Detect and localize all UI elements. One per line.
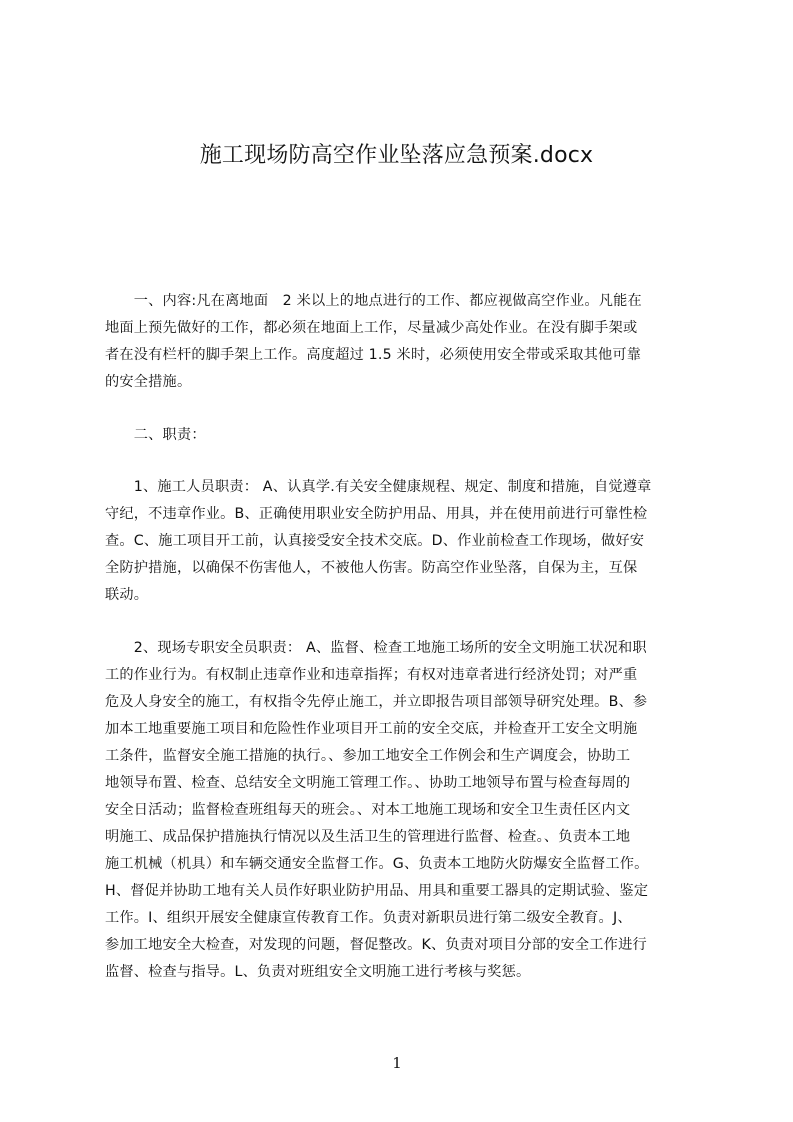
page-number: 1: [392, 1054, 402, 1072]
paragraph-line: 参加工地安全大检查，对发现的问题，督促整改。K、负责对项目分部的安全工作进行: [105, 937, 647, 953]
paragraph-line: H、督促并协助工地有关人员作好职业防护用品、用具和重要工器具的定期试验、鉴定: [105, 883, 649, 899]
paragraph-line: 全防护措施，以确保不伤害他人，不被他人伤害。防高空作业坠落，自保为主，互保: [105, 560, 638, 576]
paragraph-line: 施工机械（机具）和车辆交通安全监督工作。G、负责本工地防火防爆安全监督工作。: [105, 856, 649, 872]
section-content: [105, 288, 703, 396]
paragraph-line: 者在没有栏杆的脚手架上工作。高度超过 1.5 米时，必须使用安全带或采取其他可靠: [105, 347, 642, 363]
paragraph-line: 的安全措施。: [105, 374, 192, 390]
section-responsibilities-heading: [105, 422, 703, 449]
paragraph-line: 工条件，监督安全施工措施的执行。、参加工地安全工作例会和生产调度会，协助工: [105, 748, 631, 764]
paragraph-line: 地领导布置、检查、总结安全文明施工管理工作。、协助工地领导布置与检查每周的: [105, 775, 631, 791]
paragraph-line: 安全日活动；监督检查班组每天的班会。、对本工地施工现场和安全卫生责任区内文: [105, 802, 631, 818]
paragraph-line: 工的作业行为。有权制止违章作业和违章指挥；有权对违章者进行经济处罚；对严重: [105, 667, 638, 683]
paragraph-line: 危及人身安全的施工，有权指令先停止施工，并立即报告项目部领导研究处理。B、参: [105, 694, 648, 710]
paragraph-line: 查。C、施工项目开工前，认真接受安全技术交底。D、作业前检查工作现场，做好安: [105, 533, 645, 549]
section-safety-officer-duties: [105, 635, 703, 986]
paragraph-line: 守纪，不违章作业。B、正确使用职业安全防护用品、用具，并在使用前进行可靠性检: [105, 506, 648, 522]
paragraph-line: 联动。: [105, 587, 149, 603]
paragraph-line: 明施工、成品保护措施执行情况以及生活卫生的管理进行监督、检查。、负责本工地: [105, 829, 631, 845]
paragraph-line: 1、施工人员职责： A、认真学.有关安全健康规程、规定、制度和措施，自觉遵章: [105, 479, 652, 495]
paragraph-line: 一、内容:凡在离地面 2 米以上的地点进行的工作、都应视做高空作业。凡能在: [105, 293, 642, 309]
paragraph-line: 监督、检查与指导。L、负责对班组安全文明施工进行考核与奖惩。: [105, 964, 531, 980]
section-heading: 二、职责：: [105, 427, 206, 443]
paragraph-line: 地面上预先做好的工作，都必须在地面上工作，尽量减少高处作业。在没有脚手架或: [105, 320, 638, 336]
section-worker-duties: [105, 474, 703, 609]
paragraph-line: 加本工地重要施工项目和危险性作业项目开工前的安全交底，并检查开工安全文明施: [105, 721, 638, 737]
paragraph-line: 2、现场专职安全员职责： A、监督、检查工地施工场所的安全文明施工状况和职: [105, 640, 647, 656]
document-title: 施工现场防高空作业坠落应急预案.docx: [199, 143, 594, 168]
paragraph-line: 工作。I、组织开展安全健康宣传教育工作。负责对新职员进行第二级安全教育。J、: [105, 910, 632, 926]
